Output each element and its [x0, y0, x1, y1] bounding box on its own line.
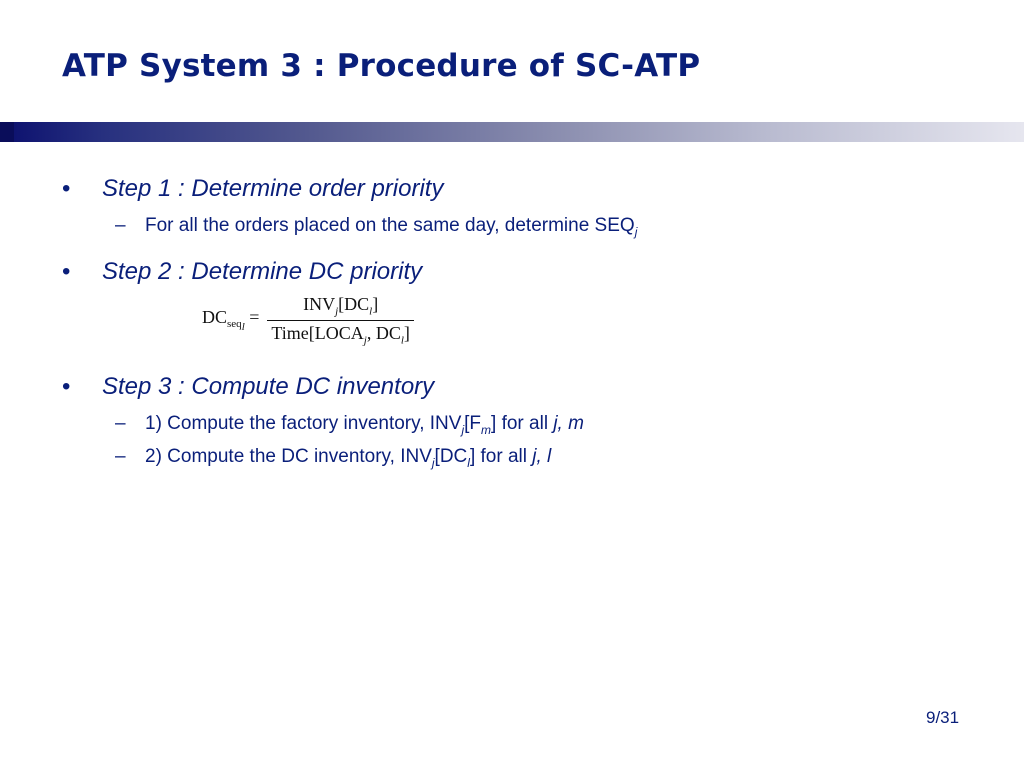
formula-lhs	[202, 307, 259, 334]
page-number: 9/31	[926, 708, 960, 727]
formula-equals: =	[249, 306, 260, 327]
num-b-sub: l	[369, 305, 373, 318]
den-b: , DC	[366, 322, 401, 343]
formula-lhs-base: DC	[202, 306, 228, 327]
den-a: Time[LOCA	[271, 322, 364, 343]
step1-sub1	[115, 215, 638, 239]
step3-heading: Step 3 : Compute DC inventory	[102, 373, 435, 400]
step3-sub2-sub-l: l	[467, 455, 470, 470]
den-c: ]	[403, 322, 410, 343]
step2-bullet	[62, 258, 423, 286]
slide-title: ATP System 3 : Procedure of SC-ATP	[62, 48, 701, 84]
num-a: INV	[303, 294, 336, 314]
step3-sub1-sub-m: m	[481, 422, 492, 437]
step2-heading: Step 2 : Determine DC priority	[102, 258, 423, 285]
sub-dash: –	[115, 446, 126, 467]
formula-lhs-sub2: l	[241, 321, 245, 334]
step3-sub2-vars: j, l	[532, 446, 552, 467]
bullet-dot: •	[62, 258, 71, 285]
formula-denominator	[267, 320, 414, 347]
step3-bullet	[62, 373, 435, 401]
title-divider-cap	[0, 122, 14, 142]
step3-sub1-vars: j, m	[553, 413, 584, 434]
step1-sub1-subscript: j	[634, 224, 638, 239]
num-b: [DC	[338, 294, 370, 314]
step3-sub1-prefix: 1) Compute the factory inventory, INV	[145, 413, 462, 434]
step3-sub2-mid: [DC	[434, 446, 468, 467]
bullet-dot: •	[62, 175, 71, 202]
title-divider-bar	[0, 122, 1024, 142]
den-a-sub: j	[363, 334, 367, 347]
bullet-dot: •	[62, 373, 71, 400]
sub-dash: –	[115, 215, 126, 236]
step3-sub1-mid: [F	[464, 413, 482, 434]
sub-dash: –	[115, 413, 126, 434]
step3-sub2-suffix: ] for all	[469, 446, 533, 467]
formula-lhs-sub: seq	[227, 318, 242, 331]
step3-sub2	[115, 446, 552, 470]
num-c: ]	[372, 294, 379, 314]
step1-sub1-text: For all the orders placed on the same day, determine SEQ	[145, 215, 635, 236]
num-a-sub: j	[335, 305, 339, 318]
dc-priority-formula	[202, 294, 414, 346]
formula-fraction	[267, 294, 414, 346]
step1-bullet	[62, 175, 444, 203]
den-b-sub: l	[400, 334, 404, 347]
step3-sub1-suffix: ] for all	[491, 413, 554, 434]
step3-sub2-prefix: 2) Compute the DC inventory, INV	[145, 446, 432, 467]
formula-numerator	[299, 294, 382, 320]
step3-sub1-sub-j: j	[461, 422, 465, 437]
step1-heading: Step 1 : Determine order priority	[102, 175, 444, 202]
step3-sub2-sub-j: j	[431, 455, 435, 470]
step3-sub1	[115, 413, 584, 437]
